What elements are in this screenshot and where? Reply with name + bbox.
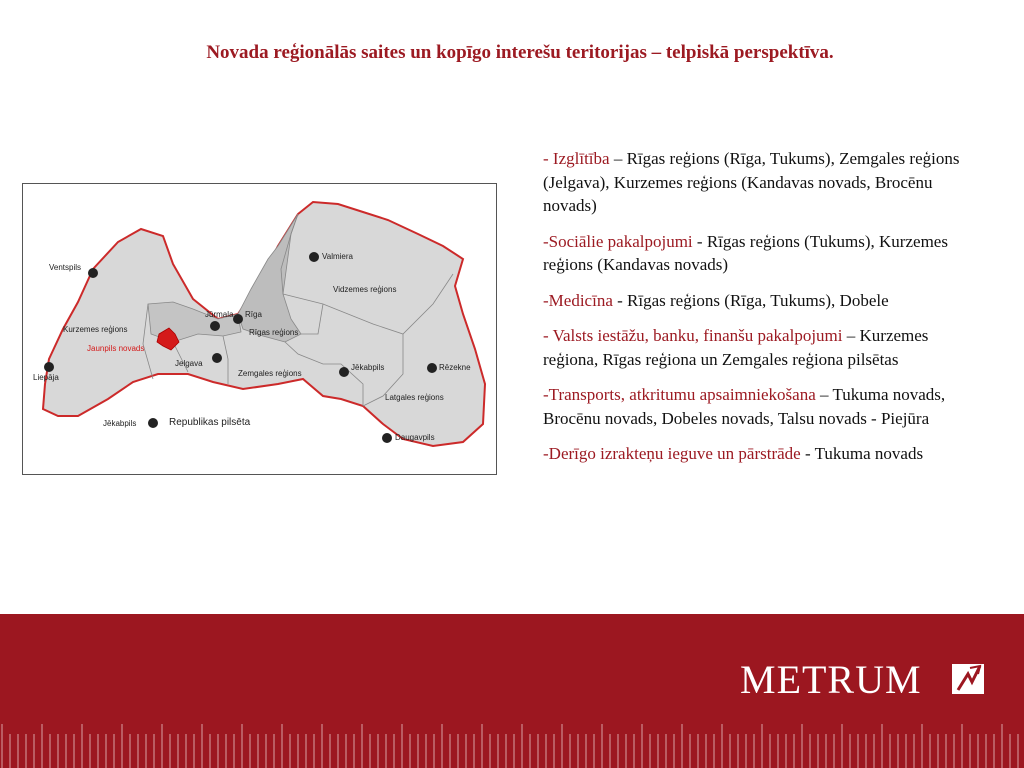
item-topic: -Derīgo izrakteņu ieguve un pārstrāde	[543, 444, 801, 463]
city-dot-ventspils	[88, 268, 98, 278]
label-jelgava: Jelgava	[175, 359, 203, 368]
label-ventspils: Ventspils	[49, 263, 82, 272]
label-jurmala: Jūrmala	[205, 310, 234, 319]
city-dot-jekabpils	[339, 367, 349, 377]
latvia-region-map	[22, 183, 497, 475]
list-item	[543, 147, 983, 218]
legend-label-jekabpils: Jēkabpils	[103, 419, 137, 428]
list-item	[543, 289, 983, 313]
label-vidzemes: Vidzemes reģions	[333, 285, 397, 294]
item-topic: - Valsts iestāžu, banku, finanšu pakalpojumi	[543, 326, 843, 345]
metrum-logo-icon	[950, 660, 986, 696]
label-rigas-regions: Rīgas reģions	[249, 328, 299, 337]
city-dot-valmiera	[309, 252, 319, 262]
label-jaunpils: Jaunpils novads	[87, 344, 145, 353]
list-item	[543, 442, 983, 466]
city-dot-daugavpils	[382, 433, 392, 443]
item-details: – Tukuma novads, Brocēnu novads, Dobeles novads, Talsu novads - Piejūra	[543, 385, 946, 428]
list-item	[543, 324, 983, 371]
label-jekabpils-map: Jēkabpils	[351, 363, 385, 372]
city-dot-liepaja	[44, 362, 54, 372]
label-liepaja: Liepāja	[33, 373, 59, 382]
label-latgales: Latgales reģions	[385, 393, 444, 402]
list-item	[543, 383, 983, 430]
item-topic: -Sociālie pakalpojumi	[543, 231, 693, 251]
label-daugavpils: Daugavpils	[395, 433, 435, 442]
metrum-logo-text: METRUM	[740, 657, 922, 702]
list-item	[543, 230, 983, 277]
label-riga: Rīga	[245, 310, 262, 319]
item-details: – Kurzemes reģiona, Rīgas reģiona un Zemgales reģiona pilsētas	[543, 326, 929, 369]
interest-list	[543, 147, 983, 478]
slide-title: Novada reģionālās saites un kopīgo interešu teritorijas – telpiskā perspektīva.	[206, 42, 834, 63]
city-dot-rezekne	[427, 363, 437, 373]
city-dot-riga	[233, 314, 243, 324]
item-topic: -Medicīna	[543, 290, 613, 310]
label-zemgales: Zemgales reģions	[238, 369, 302, 378]
city-dot-jurmala	[210, 321, 220, 331]
legend-label-republikas: Republikas pilsēta	[169, 417, 251, 428]
label-rezekne: Rēzekne	[439, 363, 471, 372]
item-topic: -Transports, atkritumu apsaimniekošana	[543, 385, 816, 404]
city-dot-jelgava	[212, 353, 222, 363]
ruler-decoration	[0, 720, 1024, 768]
item-details: - Rīgas reģions (Rīga, Tukums), Dobele	[612, 290, 889, 310]
item-details: – Rīgas reģions (Rīga, Tukums), Zemgales reģions (Jelgava), Kurzemes reģions (Kandavas novads, Brocēnu novads)	[543, 149, 960, 215]
item-details: - Tukuma novads	[800, 444, 924, 463]
item-topic: - Izglītība	[543, 149, 610, 168]
item-details: - Rīgas reģions (Tukums), Kurzemes reģions (Kandavas novads)	[543, 231, 948, 274]
legend-dot	[148, 418, 158, 428]
label-kurzemes: Kurzemes reģions	[63, 325, 128, 334]
label-valmiera: Valmiera	[322, 252, 353, 261]
